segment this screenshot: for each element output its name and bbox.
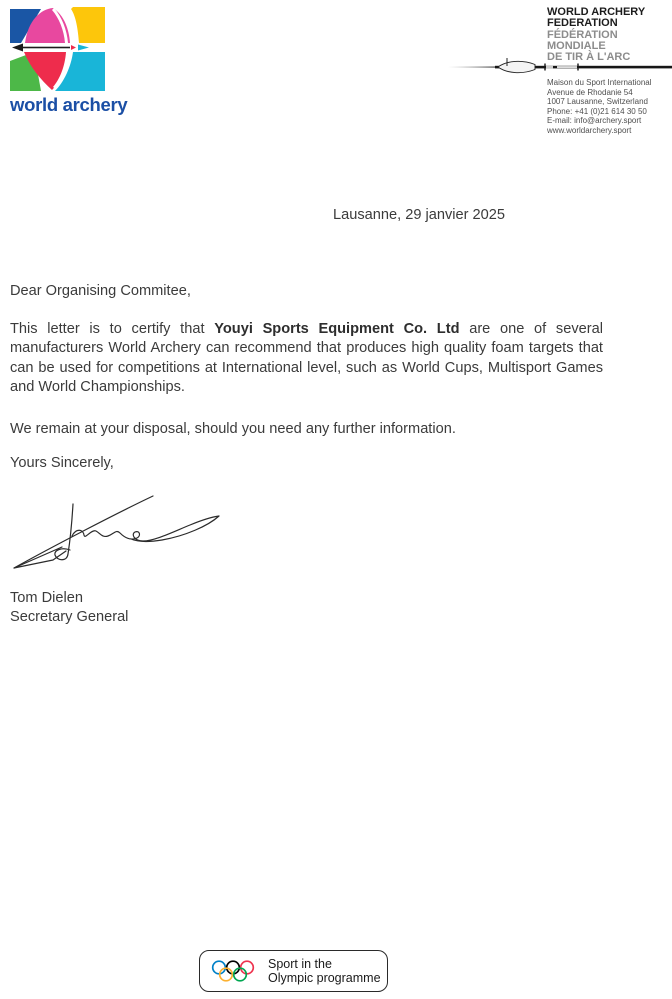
world-archery-logo (10, 7, 127, 116)
address-line: 1007 Lausanne, Switzerland (547, 97, 648, 107)
email-line: E-mail: info@archery.sport (547, 116, 642, 126)
address-line: Maison du Sport International (547, 78, 652, 88)
arrow-icon (440, 57, 672, 77)
disposal-line: We remain at your disposal, should you need any further information. (10, 421, 456, 437)
badge-label (268, 957, 381, 986)
org-name-line-fr: FÉDÉRATION (547, 28, 618, 41)
date-line: Lausanne, 29 janvier 2025 (333, 207, 506, 223)
paragraph-text: This letter is to certify that (10, 321, 215, 337)
badge-label-line1: Sport in the (268, 956, 332, 971)
salutation: Dear Organising Commitee, (10, 283, 191, 299)
org-name-line: WORLD ARCHERY (547, 6, 646, 18)
closing-line: Yours Sincerely, (10, 455, 114, 471)
paragraph-text: are one of several manufacturers World Archery can recommend that produces high quality foam targets that can be used for competitions at International level, such as World Cups, Multisport Games and World Championships. (10, 321, 603, 395)
address-block (547, 78, 669, 134)
signer-title: Secretary General (10, 609, 129, 625)
company-name: Youyi Sports Equipment Co. Ltd (214, 321, 460, 337)
address-line: Avenue de Rhodanie 54 (547, 87, 633, 97)
phone-line: Phone: +41 (0)21 614 30 50 (547, 106, 647, 116)
badge-label-line2: Olympic programme (268, 971, 381, 985)
body-paragraph (10, 320, 603, 397)
website-line: www.worldarchery.sport (547, 125, 632, 135)
org-name-line-fr: DE TIR À L'ARC (547, 51, 631, 64)
org-name-line-fr: MONDIALE (547, 39, 606, 52)
org-name-line: FEDERATION (547, 17, 618, 30)
signer-name: Tom Dielen (10, 590, 83, 606)
world-archery-logo-icon (10, 7, 105, 91)
logo-wordmark: world archery (10, 94, 128, 115)
olympic-badge (199, 950, 388, 992)
olympic-rings-icon (209, 959, 257, 984)
signature-icon (10, 486, 225, 576)
